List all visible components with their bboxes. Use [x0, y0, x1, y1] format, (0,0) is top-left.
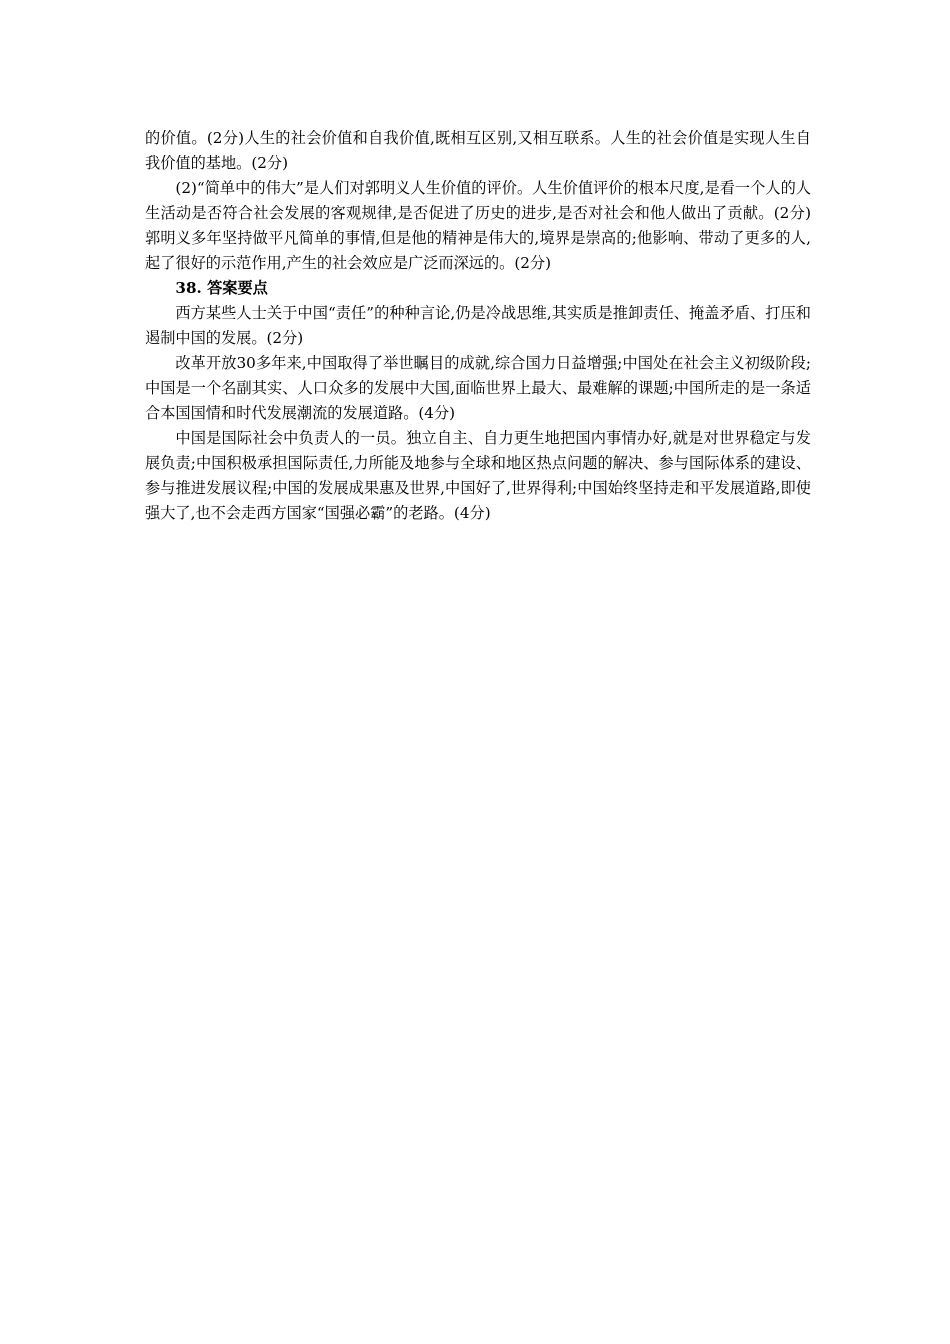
paragraph-western-remarks: 西方某些人士关于中国“责任”的种种言论,仍是冷战思维,其实质是推卸责任、掩盖矛盾、打压和遏制中国的发展。(2分) [145, 304, 811, 347]
question-38-heading: 38. 答案要点 [175, 279, 268, 297]
paragraph-value-continuation: 的价值。(2分)人生的社会价值和自我价值,既相互区别,又相互联系。人生的社会价值是实现人生自我价值的基地。(2分) [145, 129, 811, 172]
document-page [145, 126, 811, 526]
paragraph-guo-mingyi-evaluation: (2)“简单中的伟大”是人们对郭明义人生价值的评价。人生价值评价的根本尺度,是看一个人的人生活动是否符合社会发展的客观规律,是否促进了历史的进步,是否对社会和他人做出了贡献。(2分)郭明义多年坚持做平凡简单的事情,但是他的精神是伟大的,境界是崇高的;他影响、带动了更多的人,起了很好的示范作用,产生的社会效应是广泛而深远的。(2分) [145, 179, 811, 272]
paragraph-china-responsibility: 中国是国际社会中负责人的一员。独立自主、自力更生地把国内事情办好,就是对世界稳定与发展负责;中国积极承担国际责任,力所能及地参与全球和地区热点问题的解决、参与国际体系的建设、参与推进发展议程;中国的发展成果惠及世界,中国好了,世界得利;中国始终坚持走和平发展道路,即使强大了,也不会走西方国家“国强必霸”的老路。(4分) [145, 429, 811, 522]
paragraph-reform-achievements: 改革开放30多年来,中国取得了举世瞩目的成就,综合国力日益增强;中国处在社会主义初级阶段;中国是一个名副其实、人口众多的发展中大国,面临世界上最大、最难解的课题;中国所走的是一条适合本国国情和时代发展潮流的发展道路。(4分) [145, 354, 811, 422]
